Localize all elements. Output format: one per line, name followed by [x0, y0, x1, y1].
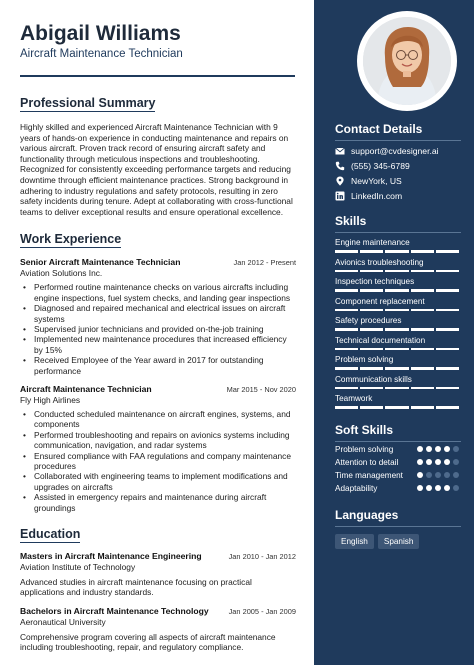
- skill-level-segment: [335, 270, 358, 273]
- skill-item: [335, 238, 460, 253]
- skill-level-segment: [411, 406, 434, 409]
- skill-level-segment: [360, 328, 383, 331]
- skill-level-segment: [335, 367, 358, 370]
- skill-item: [335, 375, 460, 390]
- skill-level-segment: [436, 348, 459, 351]
- languages-divider: [335, 526, 461, 527]
- skill-bar: [335, 309, 459, 312]
- skill-level-segment: [411, 309, 434, 312]
- soft-skill-item: [335, 484, 459, 494]
- skill-level-segment: [360, 270, 383, 273]
- candidate-name: Abigail Williams: [20, 22, 181, 45]
- skill-item: [335, 316, 460, 331]
- rating-dot: [435, 446, 441, 452]
- skill-level-segment: [411, 328, 434, 331]
- skill-level-segment: [360, 387, 383, 390]
- skill-level-segment: [411, 348, 434, 351]
- skill-bar: [335, 270, 459, 273]
- soft-skills-heading: Soft Skills: [335, 422, 394, 437]
- job-company: Aviation Solutions Inc.: [20, 268, 103, 279]
- soft-skill-name: Time management: [335, 470, 403, 480]
- job-role: Senior Aircraft Maintenance Technician: [20, 257, 181, 268]
- list-item: • Performed troubleshooting and repairs on avionics systems including communication, navigation, and radar systems: [20, 430, 292, 451]
- skill-level-segment: [385, 406, 408, 409]
- skill-level-segment: [385, 270, 408, 273]
- list-item: • Implemented new maintenance procedures that increased efficiency by 15%: [20, 334, 292, 355]
- soft-skill-name: Problem solving: [335, 444, 394, 454]
- email-icon: [335, 146, 345, 156]
- school: Aviation Institute of Technology: [20, 562, 136, 573]
- skill-level-segment: [385, 328, 408, 331]
- skill-level-segment: [385, 348, 408, 351]
- soft-skill-item: [335, 458, 459, 468]
- skill-level-segment: [385, 309, 408, 312]
- education-entry-1: [20, 551, 296, 598]
- location-icon: [335, 176, 345, 186]
- degree: Masters in Aircraft Maintenance Engineering: [20, 551, 202, 562]
- skill-level-segment: [436, 309, 459, 312]
- education-description: Comprehensive program covering all aspects of aircraft maintenance including troubleshooting, repair, and regulatory compliance.: [20, 631, 276, 653]
- education-heading: Education: [20, 527, 81, 542]
- rating-dot: [444, 459, 450, 465]
- skill-bar: [335, 406, 459, 409]
- rating-dot: [444, 446, 450, 452]
- skill-level-segment: [335, 328, 358, 331]
- skill-name: Problem solving: [335, 355, 394, 364]
- soft-skills-divider: [335, 441, 461, 442]
- soft-skill-name: Adaptability: [335, 483, 378, 493]
- skill-name: Engine maintenance: [335, 238, 410, 247]
- skill-level-segment: [385, 387, 408, 390]
- soft-skill-item: [335, 471, 459, 481]
- rating-dot: [417, 459, 423, 465]
- job-bullets: [20, 409, 292, 513]
- skill-level-segment: [360, 348, 383, 351]
- contact-email[interactable]: [335, 146, 460, 156]
- job-dates: Mar 2015 - Nov 2020: [226, 385, 296, 394]
- skill-level-segment: [360, 289, 383, 292]
- education-description: Advanced studies in aircraft maintenance focusing on practical applications and industry standards.: [20, 577, 252, 598]
- rating-dot: [453, 472, 459, 478]
- rating-dot: [417, 446, 423, 452]
- job-bullets: [20, 282, 292, 376]
- candidate-title: Aircraft Maintenance Technician: [20, 48, 183, 60]
- skill-level-segment: [360, 367, 383, 370]
- contact-heading: Contact Details: [335, 122, 423, 136]
- skill-level-segment: [360, 406, 383, 409]
- rating-dot: [417, 485, 423, 491]
- list-item: • Assisted in emergency repairs and maintenance during aircraft groundings: [20, 492, 292, 513]
- skill-name: Component replacement: [335, 296, 425, 306]
- skill-name: Avionics troubleshooting: [335, 257, 424, 267]
- education-entry-2: [20, 606, 296, 653]
- skill-level-segment: [411, 289, 434, 292]
- language-list: [335, 534, 460, 549]
- skill-level-segment: [385, 289, 408, 292]
- skill-bar: [335, 348, 459, 351]
- rating-dot: [426, 446, 432, 452]
- skill-name: Technical documentation: [335, 335, 426, 345]
- rating-dot: [453, 459, 459, 465]
- skill-item: [335, 355, 460, 370]
- soft-skill-name: Attention to detail: [335, 457, 399, 467]
- job-entry-2: [20, 384, 296, 513]
- rating-dot: [444, 485, 450, 491]
- skill-level-segment: [436, 289, 459, 292]
- rating-dot: [444, 472, 450, 478]
- rating-dot: [453, 446, 459, 452]
- skill-level-segment: [436, 367, 459, 370]
- contact-location: [335, 176, 460, 186]
- skill-name: Teamwork: [335, 394, 373, 403]
- profile-photo: [357, 11, 457, 111]
- education-dates: Jan 2005 - Jan 2009: [228, 606, 296, 616]
- soft-skill-rating: [417, 485, 459, 491]
- rating-dot: [426, 459, 432, 465]
- work-heading: Work Experience: [20, 232, 122, 247]
- header-divider: [20, 75, 295, 77]
- contact-text: LinkedIn.com: [351, 191, 403, 201]
- phone-icon: [335, 161, 345, 171]
- soft-skill-item: [335, 445, 459, 455]
- skill-bar: [335, 367, 459, 370]
- sidebar: [314, 0, 474, 665]
- list-item: • Supervised junior technicians and provided on-the-job training: [20, 324, 292, 334]
- job-dates: Jan 2012 - Present: [233, 258, 296, 268]
- skills-divider: [335, 232, 461, 233]
- skill-level-segment: [335, 309, 358, 312]
- skill-level-segment: [411, 270, 434, 273]
- linkedin-icon: [335, 191, 345, 201]
- rating-dot: [453, 485, 459, 491]
- skill-bar: [335, 328, 459, 331]
- contact-text: NewYork, US: [351, 176, 402, 186]
- skill-level-segment: [411, 250, 434, 253]
- skill-level-segment: [436, 328, 459, 331]
- skill-level-segment: [436, 387, 459, 390]
- skill-name: Communication skills: [335, 374, 412, 384]
- list-item: • Performed routine maintenance checks on various aircrafts including engine inspections, fuel system checks, and landing gear inspections: [20, 282, 292, 303]
- skill-level-segment: [360, 309, 383, 312]
- skill-item: [335, 277, 460, 292]
- job-role: Aircraft Maintenance Technician: [20, 384, 152, 394]
- contact-text: (555) 345-6789: [351, 161, 410, 171]
- skill-item: [335, 258, 460, 273]
- degree: Bachelors in Aircraft Maintenance Technology: [20, 605, 209, 616]
- language-tag: Spanish: [378, 534, 420, 549]
- skill-bar: [335, 387, 459, 390]
- rating-dot: [435, 472, 441, 478]
- list-item: • Received Employee of the Year award in 2017 for outstanding performance: [20, 355, 292, 376]
- soft-skill-rating: [417, 459, 459, 465]
- skill-level-segment: [335, 387, 358, 390]
- job-entry-1: [20, 257, 296, 376]
- list-item: • Diagnosed and repaired mechanical and electrical issues on aircraft systems: [20, 303, 292, 324]
- skill-item: [335, 336, 460, 351]
- language-tag: English: [335, 534, 374, 549]
- rating-dot: [426, 472, 432, 478]
- list-item: • Conducted scheduled maintenance on aircraft engines, systems, and components: [20, 409, 292, 430]
- languages-heading: Languages: [335, 507, 399, 522]
- skill-level-segment: [411, 367, 434, 370]
- skill-level-segment: [335, 289, 358, 292]
- skill-bar: [335, 250, 459, 253]
- contact-linkedin[interactable]: [335, 191, 460, 201]
- skill-level-segment: [385, 367, 408, 370]
- school: Aeronautical University: [20, 616, 106, 627]
- rating-dot: [417, 472, 423, 478]
- summary-text: Highly skilled and experienced Aircraft Maintenance Technician with 9 years of hands-on experience in conducting maintenance and repairs on various aircraft. Proven track record of ensuring aircraft safety and functionality through meticulous inspections and troubleshooting. Recognized for consistently exceeding performance targets and reducing downtime through efficient maintenance practices. Strong background in adhering to industry regulations and safety protocols, resulting in zero safety incidents during tenure. Adept at collaborating with cross-functional teams to deliver exceptional results and ensure operational excellence.: [20, 122, 293, 217]
- skill-level-segment: [436, 250, 459, 253]
- contact-text: support@cvdesigner.ai: [351, 146, 439, 156]
- list-item: • Collaborated with engineering teams to implement modifications and upgrades on aircrafts: [20, 471, 292, 492]
- skill-level-segment: [436, 270, 459, 273]
- avatar: [363, 17, 451, 105]
- skill-level-segment: [360, 250, 383, 253]
- skill-bar: [335, 289, 459, 292]
- contact-phone[interactable]: [335, 161, 460, 171]
- skill-level-segment: [436, 406, 459, 409]
- skill-level-segment: [411, 387, 434, 390]
- skill-level-segment: [335, 348, 358, 351]
- contact-divider: [335, 140, 461, 141]
- job-company: Fly High Airlines: [20, 395, 81, 405]
- skill-item: [335, 394, 460, 409]
- education-dates: Jan 2010 - Jan 2012: [228, 552, 296, 562]
- skills-list: [335, 238, 460, 409]
- soft-skill-rating: [417, 472, 459, 478]
- skill-name: Safety procedures: [335, 316, 402, 325]
- skill-level-segment: [335, 406, 358, 409]
- skill-item: [335, 297, 460, 312]
- rating-dot: [426, 485, 432, 491]
- soft-skill-rating: [417, 446, 459, 452]
- skill-name: Inspection techniques: [335, 277, 415, 286]
- summary-heading: Professional Summary: [20, 96, 156, 110]
- list-item: • Ensured compliance with FAA regulations and company maintenance procedures: [20, 451, 292, 472]
- skill-level-segment: [335, 250, 358, 253]
- rating-dot: [435, 459, 441, 465]
- skill-level-segment: [385, 250, 408, 253]
- skills-heading: Skills: [335, 214, 367, 228]
- rating-dot: [435, 485, 441, 491]
